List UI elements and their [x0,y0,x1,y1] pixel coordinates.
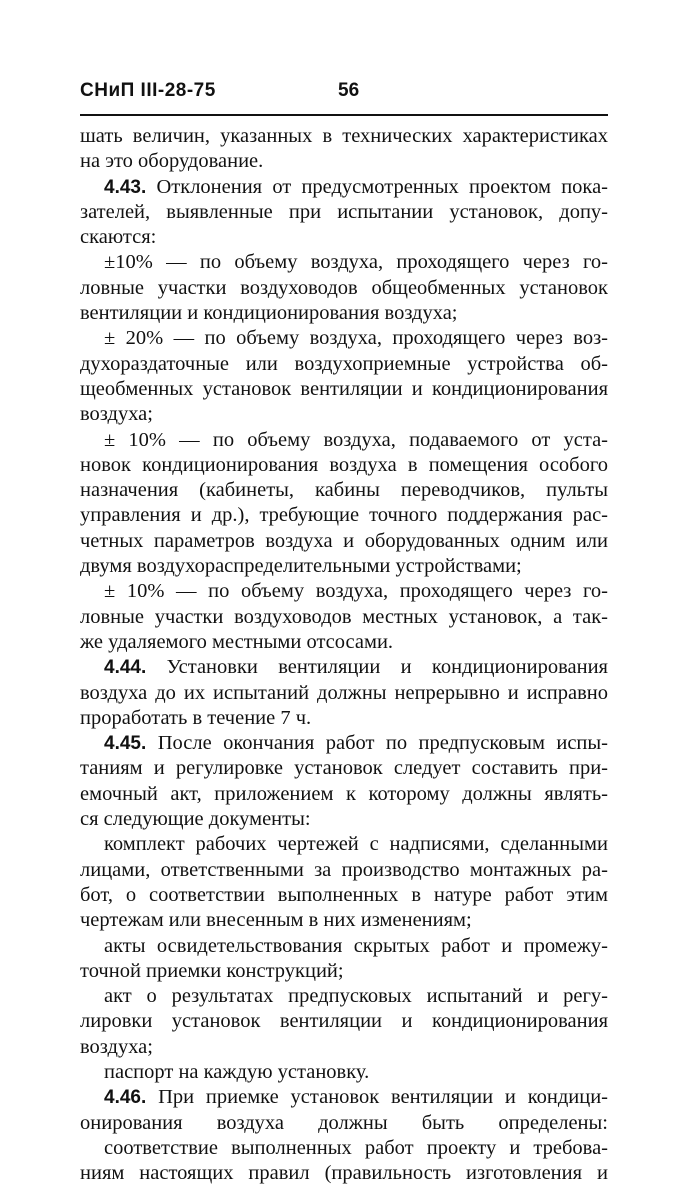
text-line [80,124,608,149]
line-text: При приемке установок вентиляции и кондици- [146,1086,608,1109]
line-text: воздуха; [80,1035,153,1058]
text-line [80,1161,608,1186]
line-text: емочный акт, приложением к которому должны являть- [80,782,608,805]
line-text: лицами, ответственными за производство монтажных ра- [80,858,608,881]
text-line [80,529,608,554]
line-text: воздуха до их испытаний должны непрерывно и исправно [80,681,608,704]
text-line [80,984,608,1009]
line-text: ±10% — по объему воздуха, проходящего через го- [104,251,608,274]
text-line [80,352,608,377]
text-line [80,934,608,959]
page-number: 56 [338,80,360,101]
line-text: щеобменных установок вентиляции и кондиционирования [80,377,608,400]
text-line [80,731,608,756]
line-text: духораздаточные или воздухоприемные устройства об- [80,352,608,375]
line-text: акты освидетельствования скрытых работ и промежу- [104,934,608,957]
text-line [80,782,608,807]
line-text: таниям и регулировке установок следует составить при- [80,757,608,780]
text-line [80,1136,608,1161]
text-line [80,908,608,933]
line-text: на это оборудование. [80,150,264,173]
line-text: управления и др.), требующие точного поддержания рас- [80,504,608,527]
clause-number: 4.46. [104,1087,147,1109]
text-line [80,175,608,200]
text-line [80,1060,608,1085]
text-line [80,681,608,706]
line-text: После окончания работ по предпусковым испы- [146,732,608,755]
line-text: онирования воздуха должны быть определены: [80,1111,608,1134]
line-text: проработать в течение 7 ч. [80,706,312,729]
text-line [80,630,608,655]
line-text: ся следующие документы: [80,808,311,831]
text-line [80,301,608,326]
text-line [80,959,608,984]
line-text: Отклонения от предусмотренных проектом пока- [146,175,608,198]
line-text: назначения (кабинеты, кабины переводчиков, пульты [80,479,608,502]
text-line [80,605,608,630]
document-code: СНиП III-28-75 [80,80,216,101]
text-line [80,200,608,225]
text-line [80,706,608,731]
line-text: новок кондиционирования воздуха в помещения особого [80,453,608,476]
line-text: комплект рабочих чертежей с надписями, сделанными [104,833,608,856]
line-text: же удаляемого местными отсосами. [80,630,394,653]
text-line [80,655,608,680]
text-line [80,1085,608,1110]
text-line [80,883,608,908]
text-line [80,503,608,528]
line-text: зателей, выявленные при испытании установок, допу- [80,200,608,223]
text-line [80,453,608,478]
line-text: ниям настоящих правил (правильность изготовления и [80,1162,608,1185]
text-line [80,478,608,503]
text-line [80,756,608,781]
line-text: шать величин, указанных в технических характеристиках [80,125,608,147]
line-text: четных параметров воздуха и оборудованных одним или [80,529,608,552]
page-header [80,80,608,116]
document-page [80,80,608,1186]
line-text: чертежам или внесенным в них изменениям; [80,909,472,932]
line-text: ловные участки воздуховодов общеобменных установок [80,276,608,299]
text-line [80,225,608,250]
line-text: ± 20% — по объему воздуха, проходящего через воз- [104,327,608,350]
text-line [80,402,608,427]
text-line [80,579,608,604]
text-line [80,326,608,351]
text-line [80,858,608,883]
line-text: ± 10% — по объему воздуха, проходящего через го- [104,580,608,603]
line-text: Установки вентиляции и кондиционирования [146,656,608,679]
line-text: ловные участки воздуховодов местных установок, а так- [80,605,608,628]
line-text: акт о результатах предпусковых испытаний и регу- [104,985,608,1008]
text-line [80,832,608,857]
text-line [80,149,608,174]
line-text: лировки установок вентиляции и кондиционирования [80,1010,608,1033]
document-body [80,124,608,1186]
line-text: точной приемки конструкций; [80,959,344,982]
text-line [80,1009,608,1034]
text-line [80,1035,608,1060]
line-text: соответствие выполненных работ проекту и требова- [104,1136,608,1159]
text-line [80,250,608,275]
line-text: двумя воздухораспределительными устройствами; [80,555,522,578]
clause-number: 4.45. [104,733,147,755]
line-text: паспорт на каждую установку. [104,1060,370,1083]
line-text: ± 10% — по объему воздуха, подаваемого от уста- [104,428,608,451]
line-text: скаются: [80,226,157,249]
line-text: воздуха; [80,403,153,426]
line-text: вентиляции и кондиционирования воздуха; [80,302,458,325]
text-line [80,807,608,832]
text-line [80,377,608,402]
clause-number: 4.43. [104,176,147,198]
text-line [80,428,608,453]
text-line [80,1111,608,1136]
line-text: бот, о соответствии выполненных в натуре работ этим [80,883,608,906]
clause-number: 4.44. [104,657,147,679]
text-line [80,554,608,579]
text-line [80,276,608,301]
